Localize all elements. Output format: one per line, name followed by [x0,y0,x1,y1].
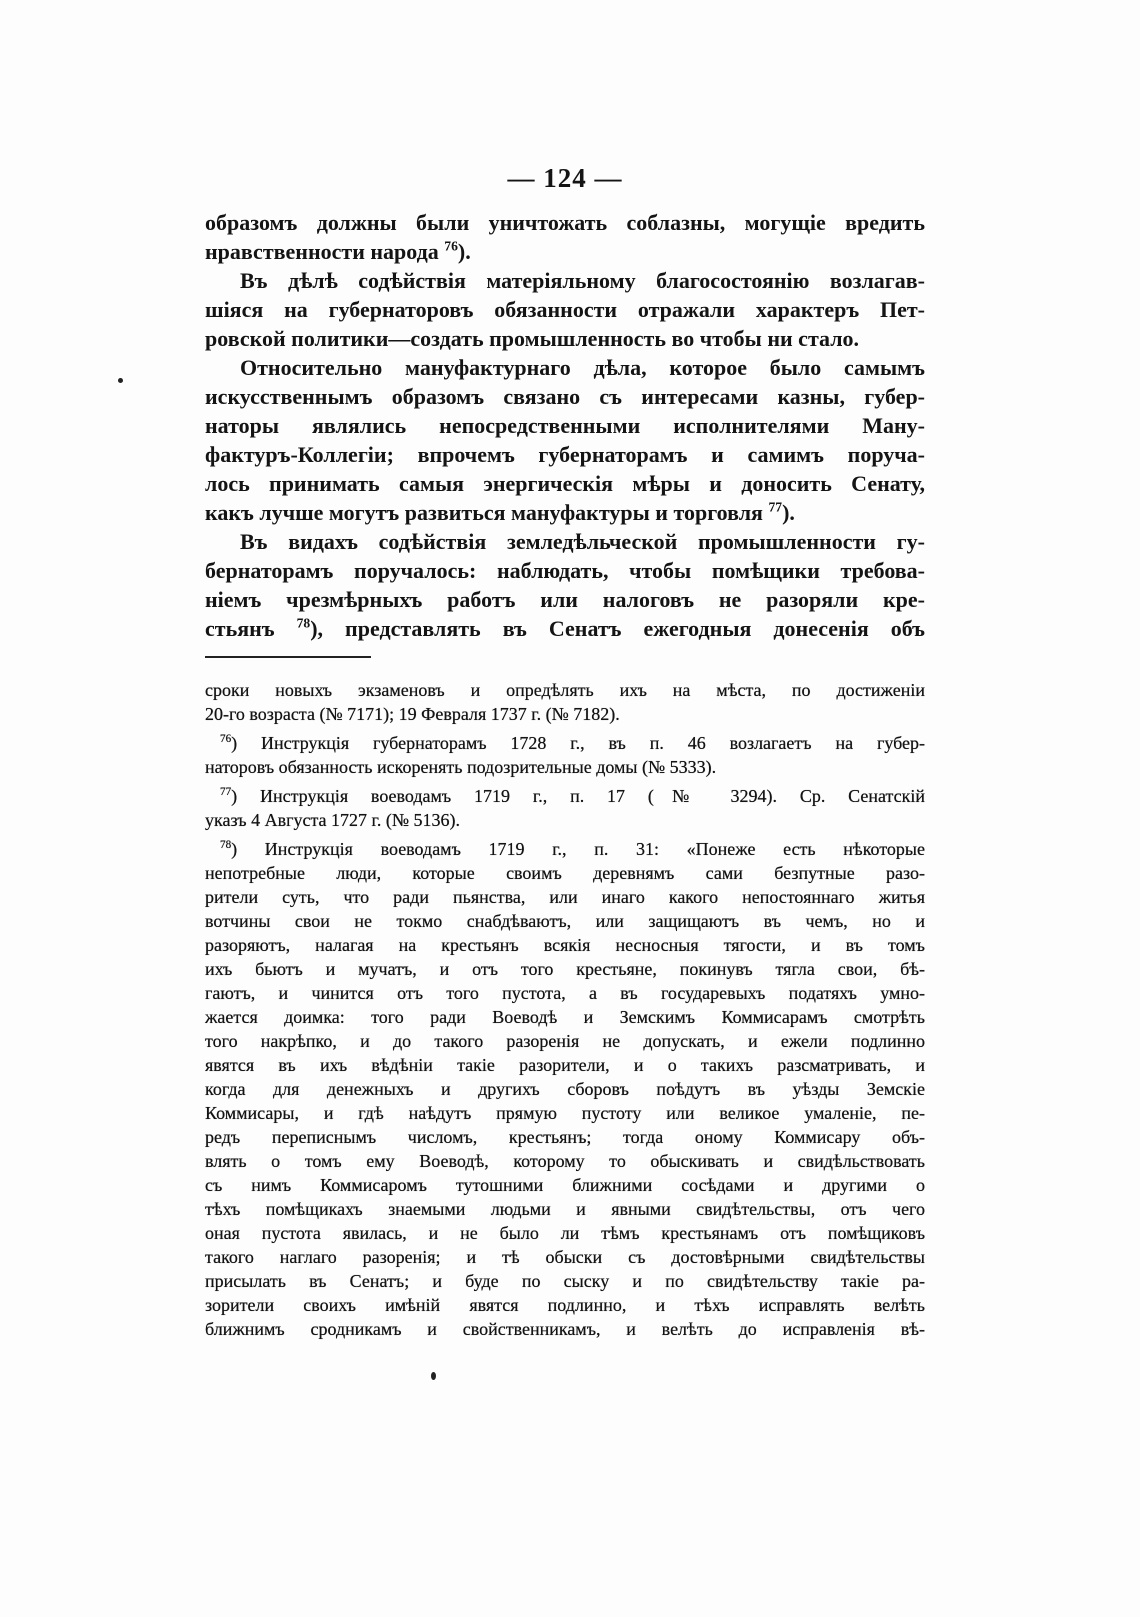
line-text: шіяся на губернаторовъ обязанности отражали характеръ Пет- [205,297,925,322]
footnote-paragraph [205,837,925,1341]
main-line [205,440,925,469]
line-text: наторовъ обязанность искоренять подозрительные домы (№ 5333). [205,757,717,777]
footnote-ref: 78 [296,615,311,631]
line-text: тѣхъ помѣщикахъ знаемыми людьми и явными свидѣтельствы, отъ чего [205,1199,925,1219]
main-line [205,295,925,324]
main-paragraph [205,208,925,266]
footnote-line [205,1029,925,1053]
line-text: явятся въ ихъ вѣдѣніи такіе разорители, и о такихъ разсматривать, и [205,1055,925,1075]
footnote-paragraph [205,784,925,832]
line-text: оная пустота явилась, и не было ли тѣмъ крестьянамъ отъ помѣщиковъ [205,1223,925,1243]
footnote-line [205,1173,925,1197]
main-line [205,498,925,527]
line-text: искусственнымъ образомъ связано съ интересами казны, губер- [205,384,925,409]
main-paragraph [205,527,925,643]
footnote-paragraph [205,731,925,779]
main-line [205,324,925,353]
line-text: 20-го возраста (№ 7171); 19 Февраля 1737 г. (№ 7182). [205,704,620,724]
line-text: лось принимать самыя энергическія мѣры и доносить Сенату, [205,471,925,496]
footnotes [205,678,925,1341]
footnote-ref: 76 [444,238,458,254]
line-text: Въ видахъ содѣйствія земледѣльческой промышленности гу- [240,529,925,554]
line-text: ), представлять въ Сенатъ ежегодныя донесенія объ [310,616,925,641]
footnote-line [205,1101,925,1125]
footnote-line [205,1197,925,1221]
footnote-line [205,933,925,957]
main-line [205,585,925,614]
line-text: бернаторамъ поручалось: наблюдать, чтобы помѣщики требова- [205,558,925,583]
footnote-line [205,1125,925,1149]
line-text: Въ дѣлѣ содѣйствія матеріяльному благосостоянію возлагав- [240,268,925,293]
line-text: гаютъ, и чинится отъ того пустота, а въ государевыхъ податяхъ умно- [205,983,925,1003]
line-text: влять о томъ ему Воеводѣ, которому то обыскивать и свидѣльствовать [205,1151,925,1171]
footnote-line [205,885,925,909]
footnote-line [205,861,925,885]
footnote-line [205,1221,925,1245]
line-text: рители суть, что ради пьянства, или инаго какого непостояннаго житья [205,887,925,907]
footnote-line [205,755,925,779]
scan-speck [118,378,123,383]
line-text: ніемъ чрезмѣрныхъ работъ или налоговъ не разоряли кре- [205,587,925,612]
line-text: того накрѣпко, и до такого разоренія не допускать, и ежели подлинно [205,1031,925,1051]
footnote-line [205,808,925,832]
footnote-line [205,784,925,808]
line-text: сроки новыхъ экзаменовъ и опредѣлять ихъ на мѣста, по достиженіи [205,680,925,700]
footnote-line [205,702,925,726]
footnote-ref: 76 [220,733,232,745]
main-line [205,208,925,237]
line-text: наторы являлись непосредственными исполнителями Ману- [205,413,925,438]
footnote-paragraph [205,678,925,726]
footnote-line [205,909,925,933]
main-line [205,237,925,266]
line-text: ихъ бьютъ и мучатъ, и отъ того крестьяне, покинувъ тягла свои, бѣ- [205,959,925,979]
footnote-rule [205,656,371,658]
line-text: такого наглаго разоренія; и тѣ обыски съ достовѣрными свидѣтельствы [205,1247,925,1267]
line-text: фактуръ-Коллегіи; впрочемъ губернаторамъ и самимъ поруча- [205,442,925,467]
main-line [205,266,925,295]
main-line [205,353,925,382]
line-text: когда для денежныхъ и другихъ сборовъ поѣдутъ въ уѣзды Земскіе [205,1079,925,1099]
footnote-line [205,837,925,861]
line-text: ). [457,239,471,264]
line-text: ровской политики—создать промышленность во чтобы ни стало. [205,326,860,351]
main-line [205,382,925,411]
line-text: ) Инструкція воеводамъ 1719 г., п. 31: «Понеже есть нѣкоторые [231,839,925,859]
line-text: жается доимка: того ради Воеводѣ и Земскимъ Коммисарамъ смотрѣть [205,1007,925,1027]
line-text: съ нимъ Коммисаромъ тутошними ближними сосѣдами и другими о [205,1175,925,1195]
line-text: указъ 4 Августа 1727 г. (№ 5136). [205,810,461,830]
line-text: ближнимъ сродникамъ и свойственникамъ, и велѣть до исправленія вѣ- [205,1319,925,1339]
footnote-line [205,731,925,755]
main-paragraph [205,266,925,353]
line-text: ) Инструкція губернаторамъ 1728 г., въ п. 46 возлагаетъ на губер- [231,733,925,753]
footnote-line [205,1269,925,1293]
footnote-line [205,1005,925,1029]
footnote-line [205,1293,925,1317]
main-paragraph [205,353,925,527]
footnote-line [205,1245,925,1269]
main-line [205,556,925,585]
line-text: ) Инструкція воеводамъ 1719 г., п. 17 (№ 3294). Ср. Сенатскій [231,786,925,806]
page-number-header: — 124 — [507,163,623,193]
footnote-line [205,1053,925,1077]
line-text: ). [782,500,795,525]
footnote-line [205,1149,925,1173]
line-text: нравственности народа [205,239,445,264]
main-line [205,614,925,643]
line-text: вотчины свои не токмо снабдѣваютъ, или защищаютъ въ чемъ, но и [205,911,925,931]
footnote-line [205,678,925,702]
main-line [205,469,925,498]
main-text [205,208,925,643]
line-text: присылать въ Сенатъ; и буде по сыску и по свидѣтельству такіе ра- [205,1271,925,1291]
footnote-line [205,957,925,981]
line-text: образомъ должны были уничтожать соблазны, могущіе вредить [205,210,925,235]
line-text: разоряютъ, налагая на крестьянъ всякія несносныя тягости, и въ томъ [205,935,925,955]
main-line [205,527,925,556]
footnote-line [205,1077,925,1101]
scan-speck [431,1372,436,1380]
line-text: какъ лучше могутъ развиться мануфактуры и торговля [205,500,769,525]
main-line [205,411,925,440]
footnote-line [205,981,925,1005]
footnote-ref: 77 [768,499,783,515]
footnote-ref: 78 [220,839,232,851]
footnote-ref: 77 [220,786,232,798]
line-text: зорители своихъ имѣній явятся подлинно, и тѣхъ исправлять велѣть [205,1295,925,1315]
line-text: непотребные люди, которые своимъ деревнямъ сами безпутные разо- [205,863,925,883]
footnote-line [205,1317,925,1341]
line-text: Коммисары, и гдѣ наѣдутъ прямую пустоту или великое умаленіе, пе- [205,1103,925,1123]
line-text: стьянъ [205,616,297,641]
line-text: редъ переписнымъ числомъ, крестьянъ; тогда оному Коммисару объ- [205,1127,925,1147]
line-text: Относительно мануфактурнаго дѣла, которое было самымъ [240,355,925,380]
